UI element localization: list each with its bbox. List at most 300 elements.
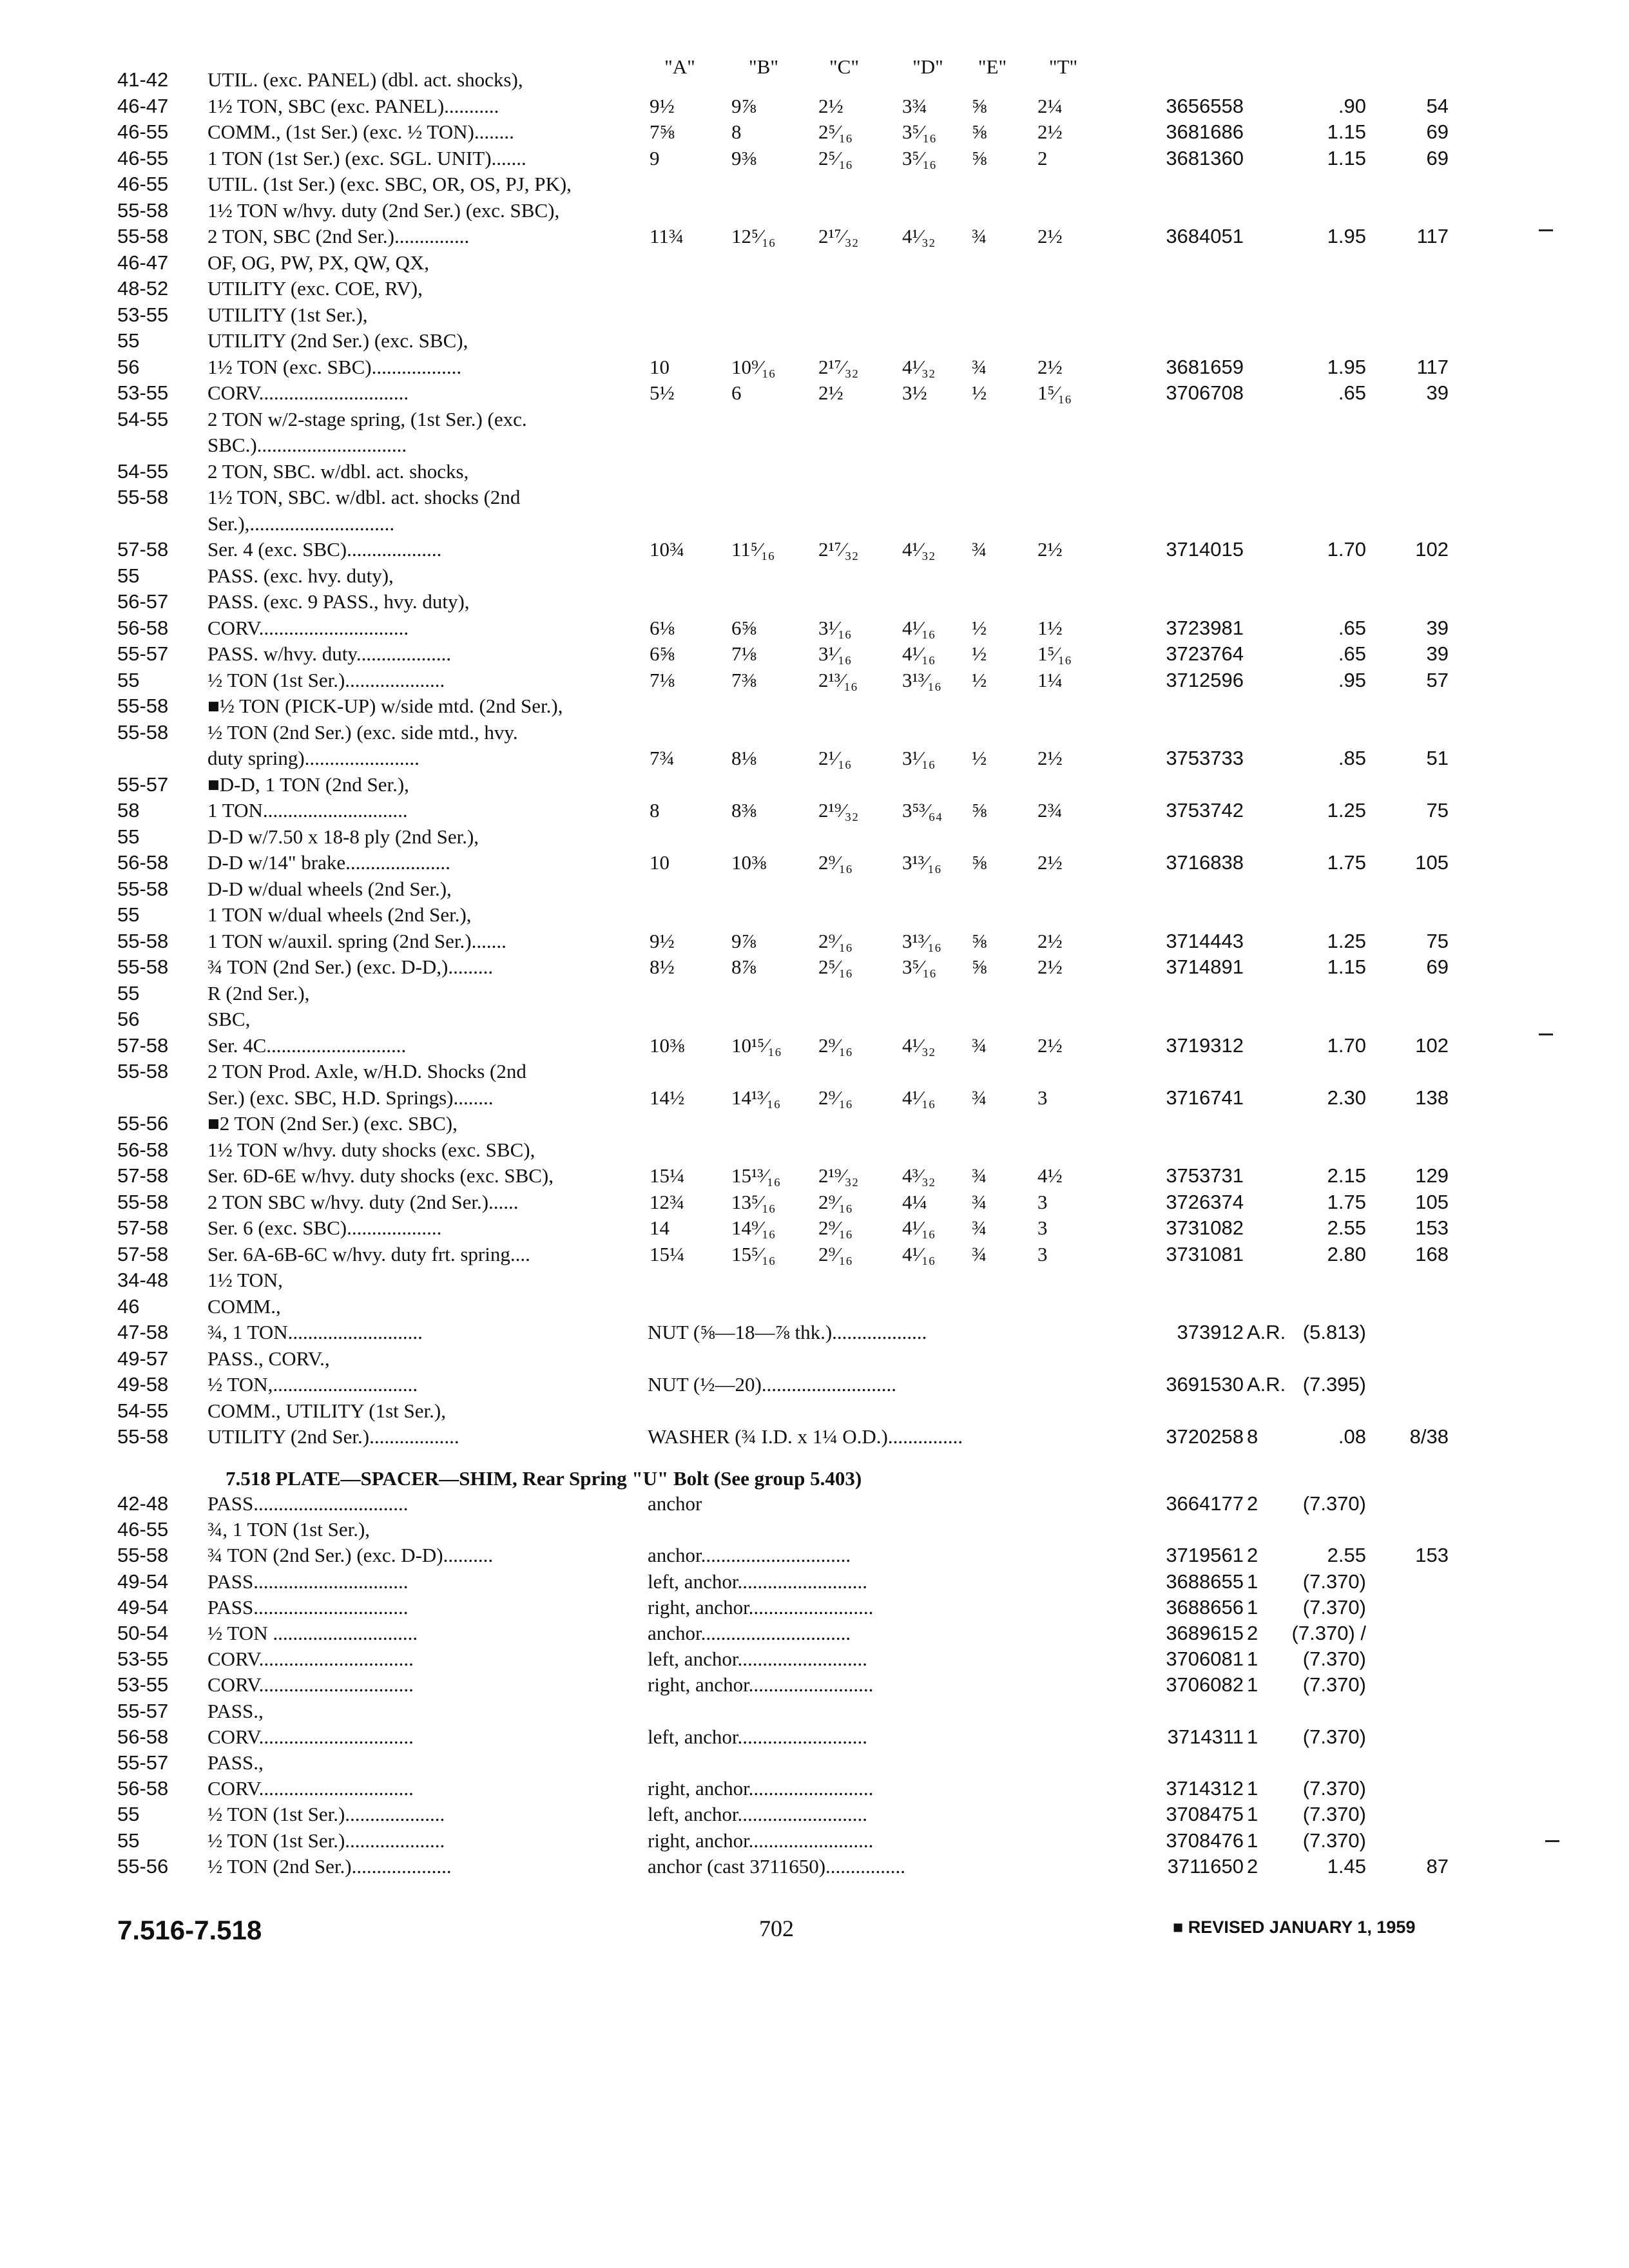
cell-yr: 48-52 (117, 277, 169, 300)
cell-lp: 75 (1426, 929, 1449, 952)
table-row (0, 564, 1629, 590)
cell-desc: left, anchor.......................... (648, 1803, 867, 1826)
cell-pr: 2.55 (1327, 1544, 1366, 1567)
cell-pr: .65 (1338, 616, 1366, 639)
cell-pn: 3688656 (1166, 1595, 1244, 1619)
cell-yr: 56-58 (117, 1725, 169, 1748)
table-row (0, 1191, 1629, 1216)
cell-pn: 3720258 (1166, 1425, 1244, 1448)
cell-c: 2¹⁷⁄₃₂ (818, 355, 859, 378)
table-row (0, 1829, 1629, 1855)
cell-pn: 3656558 (1166, 94, 1244, 117)
cell-lp: 75 (1426, 799, 1449, 822)
cell-pn: 3726374 (1166, 1190, 1244, 1213)
cell-app: PASS., CORV., (207, 1347, 330, 1370)
cell-b: 14¹³⁄₁₆ (731, 1086, 781, 1109)
cell-app: COMM., (207, 1294, 281, 1318)
cell-app: 1½ TON w/hvy. duty (2nd Ser.) (exc. SBC), (207, 198, 560, 222)
cell-c: 2⁵⁄₁₆ (818, 120, 853, 143)
cell-desc: anchor (cast 3711650)................ (648, 1854, 906, 1878)
cell-c: 2¹³⁄₁₆ (818, 668, 858, 691)
cell-pn: 3706081 (1166, 1648, 1244, 1671)
cell-t: 2½ (1037, 355, 1063, 378)
cell-t: 2½ (1037, 956, 1063, 978)
cell-yr: 42-48 (117, 1492, 169, 1515)
cell-lp: 69 (1426, 956, 1449, 978)
cell-app: D-D w/7.50 x 18-8 ply (2nd Ser.), (207, 825, 479, 848)
cell-pn: 3723764 (1166, 642, 1244, 665)
cell-pr: (7.370) (1302, 1673, 1366, 1696)
table-row (0, 878, 1629, 903)
cell-pn: 3719312 (1166, 1033, 1244, 1057)
cell-yr: 56 (117, 1008, 140, 1030)
cell-yr: 53-55 (117, 1648, 169, 1671)
cell-d: 4¹⁄₃₂ (902, 355, 936, 378)
cell-t: 3 (1037, 1190, 1048, 1213)
cell-e: ⅝ (972, 120, 987, 143)
cell-b: 9⅞ (731, 94, 757, 117)
cell-pr: 1.70 (1327, 1033, 1366, 1057)
cell-pn: 3708475 (1166, 1803, 1244, 1826)
cell-qty: 1 (1247, 1673, 1258, 1696)
table-row (0, 251, 1629, 277)
cell-lp: 102 (1415, 1033, 1449, 1057)
table-row (0, 1321, 1629, 1347)
cell-app: OF, OG, PW, PX, QW, QX, (207, 251, 430, 274)
cell-yr: 55 (117, 1803, 140, 1826)
cell-t: 2½ (1037, 225, 1063, 247)
table-row (0, 982, 1629, 1008)
cell-desc: right, anchor......................... (648, 1777, 874, 1800)
cell-yr: 55-57 (117, 1751, 169, 1774)
cell-t: 2¼ (1037, 94, 1063, 117)
table-row (0, 590, 1629, 616)
cell-pr: 2.30 (1327, 1086, 1366, 1109)
cell-e: ¾ (972, 355, 987, 378)
cell-yr: 56-57 (117, 590, 169, 613)
cell-qty: 2 (1247, 1854, 1258, 1878)
table-row (0, 1060, 1629, 1086)
cell-yr: 55-58 (117, 1425, 169, 1448)
section-title: 7.518 PLATE—SPACER—SHIM, Rear Spring "U" Bolt (See group 5.403) (226, 1467, 862, 1490)
table-row (0, 460, 1629, 486)
cell-pr: 2.15 (1327, 1164, 1366, 1187)
cell-pr: (7.395) (1302, 1373, 1366, 1396)
cell-pn: 3664177 (1166, 1492, 1244, 1515)
cell-pn: 3681659 (1166, 355, 1244, 378)
cell-lp: 39 (1426, 616, 1449, 639)
table-row (0, 721, 1629, 747)
cell-desc: NUT (⅝—18—⅞ thk.)................... (648, 1321, 927, 1343)
cell-b: 8⅛ (731, 747, 757, 769)
cell-yr: 55 (117, 564, 140, 587)
table-row (0, 68, 1629, 94)
cell-pr: (7.370) (1302, 1829, 1366, 1852)
cell-b: 8⅜ (731, 799, 757, 822)
cell-c: 2⁹⁄₁₆ (818, 929, 853, 952)
cell-yr: 56-58 (117, 851, 169, 874)
cell-yr: 55 (117, 329, 140, 352)
cell-lp: 105 (1415, 851, 1449, 874)
column-header-a: "A" (664, 55, 695, 78)
cell-b: 10⅜ (731, 851, 767, 874)
column-header-b: "B" (749, 55, 778, 78)
cell-pr: 1.95 (1327, 355, 1366, 378)
cell-pn: 3753731 (1166, 1164, 1244, 1187)
cell-app: 2 TON Prod. Axle, w/H.D. Shocks (2nd (207, 1060, 526, 1082)
table-row (0, 773, 1629, 799)
cell-c: 2½ (818, 381, 843, 404)
cell-t: 1⁵⁄₁₆ (1037, 381, 1072, 404)
table-row (0, 1425, 1629, 1451)
cell-e: ⅝ (972, 146, 987, 169)
cell-app: ½ TON (1st Ser.).................... (207, 1803, 445, 1826)
cell-yr: 57-58 (117, 1216, 169, 1239)
cell-pn: 3681360 (1166, 146, 1244, 169)
cell-t: 2½ (1037, 538, 1063, 561)
cell-app: COMM., (1st Ser.) (exc. ½ TON)........ (207, 120, 514, 143)
cell-desc: NUT (½—20)........................... (648, 1373, 897, 1396)
cell-yr: 56 (117, 355, 140, 378)
cell-app: 1½ TON, SBC (exc. PANEL)........... (207, 94, 499, 117)
cell-lp: 102 (1415, 538, 1449, 561)
cell-qty: A.R. (1247, 1321, 1286, 1343)
cell-pr: (7.370) (1302, 1595, 1366, 1619)
cell-pn: 3688655 (1166, 1570, 1244, 1593)
cell-yr: 55 (117, 981, 140, 1004)
cell-lp: 153 (1415, 1544, 1449, 1567)
cell-yr: 55-58 (117, 877, 169, 900)
table-row (0, 1855, 1629, 1881)
cell-yr: 47-58 (117, 1321, 169, 1343)
cell-a: 7⅝ (650, 120, 675, 143)
cell-b: 7⅜ (731, 668, 757, 691)
footer-page-number: 702 (759, 1916, 794, 1941)
cell-app: Ser. 4 (exc. SBC)................... (207, 538, 442, 561)
column-header-t: "T" (1048, 55, 1078, 78)
cell-pr: 1.15 (1327, 146, 1366, 169)
cell-t: 4½ (1037, 1164, 1063, 1187)
table-row (0, 1216, 1629, 1242)
cell-app: 2 TON w/2-stage spring, (1st Ser.) (exc. (207, 407, 527, 430)
cell-pr: .65 (1338, 381, 1366, 404)
cell-yr: 55-56 (117, 1854, 169, 1878)
cell-yr: 53-55 (117, 303, 169, 326)
table-row (0, 1399, 1629, 1425)
cell-d: 4¼ (902, 1190, 927, 1213)
table-row (0, 1777, 1629, 1803)
cell-qty: 1 (1247, 1829, 1258, 1852)
cell-e: ¾ (972, 538, 987, 561)
table-row (0, 1570, 1629, 1596)
cell-b: 15¹³⁄₁₆ (731, 1164, 781, 1187)
table-row (0, 1518, 1629, 1544)
cell-d: 3¹³⁄₁₆ (902, 929, 941, 952)
cell-app: 2 TON SBC w/hvy. duty (2nd Ser.)...... (207, 1190, 519, 1213)
cell-yr: 57-58 (117, 1033, 169, 1057)
cell-yr: 55 (117, 825, 140, 848)
cell-app: CORV............................... (207, 1777, 414, 1800)
cell-pr: (7.370) (1302, 1570, 1366, 1593)
cell-b: 14⁹⁄₁₆ (731, 1216, 776, 1239)
table-row (0, 120, 1629, 146)
cell-qty: 1 (1247, 1570, 1258, 1593)
cell-app: PASS............................... (207, 1492, 409, 1515)
cell-e: ½ (972, 381, 987, 404)
cell-c: 3¹⁄₁₆ (818, 642, 852, 665)
cell-b: 7⅛ (731, 642, 757, 665)
cell-b: 10⁹⁄₁₆ (731, 355, 776, 378)
cell-app: 1 TON (1st Ser.) (exc. SGL. UNIT)....... (207, 146, 526, 169)
cell-qty: 8 (1247, 1425, 1258, 1448)
cell-pr: .08 (1338, 1425, 1366, 1448)
cell-a: 15¼ (650, 1242, 685, 1265)
cell-c: 2⁵⁄₁₆ (818, 956, 853, 978)
cell-t: 2½ (1037, 851, 1063, 874)
cell-lp: 168 (1415, 1242, 1449, 1265)
cell-a: 7⅛ (650, 668, 675, 691)
table-row (0, 486, 1629, 512)
cell-lp: 87 (1426, 1854, 1449, 1878)
cell-pr: 1.70 (1327, 538, 1366, 561)
cell-app: 1½ TON w/hvy. duty shocks (exc. SBC), (207, 1138, 535, 1161)
cell-c: 2¹⁹⁄₃₂ (818, 1164, 859, 1187)
cell-lp: 39 (1426, 381, 1449, 404)
cell-e: ¾ (972, 225, 987, 247)
table-row (0, 851, 1629, 877)
cell-e: ¾ (972, 1164, 987, 1187)
cell-e: ¾ (972, 1033, 987, 1057)
cell-d: 3¾ (902, 94, 927, 117)
cell-yr: 53-55 (117, 381, 169, 404)
cell-app: ½ TON (2nd Ser.) (exc. side mtd., hvy. (207, 720, 518, 744)
cell-c: 2½ (818, 94, 843, 117)
cell-pn: 3691530 (1166, 1373, 1244, 1396)
cell-d: 3½ (902, 381, 927, 404)
cell-yr: 46-55 (117, 173, 169, 195)
cell-yr: 46-55 (117, 120, 169, 143)
cell-app: PASS............................... (207, 1570, 409, 1593)
cell-yr: 55-58 (117, 486, 169, 508)
cell-b: 9⅜ (731, 146, 757, 169)
cell-t: 2½ (1037, 1033, 1063, 1057)
cell-pr: 1.15 (1327, 120, 1366, 143)
cell-e: ½ (972, 642, 987, 665)
cell-pn: 3712596 (1166, 668, 1244, 691)
cell-c: 2⁹⁄₁₆ (818, 1033, 853, 1057)
cell-app: D-D w/14" brake..................... (207, 851, 450, 874)
cell-app: UTILITY (1st Ser.), (207, 303, 368, 326)
cell-app: ½ TON,............................. (207, 1373, 418, 1396)
cell-d: 3¹³⁄₁₆ (902, 851, 941, 874)
table-row (0, 1347, 1629, 1373)
cell-app: Ser. 6 (exc. SBC)................... (207, 1216, 442, 1239)
cell-b: 8 (731, 120, 742, 143)
cell-t: 1⁵⁄₁₆ (1037, 642, 1072, 665)
cell-pn: 3716838 (1166, 851, 1244, 874)
cell-lp: 69 (1426, 120, 1449, 143)
cell-pn: 3714311 (1167, 1725, 1244, 1748)
cell-yr: 55-57 (117, 773, 169, 796)
cell-yr: 53-55 (117, 1673, 169, 1696)
cell-a: 9 (650, 146, 660, 169)
cell-lp: 117 (1416, 225, 1449, 247)
cell-yr: 55-58 (117, 720, 169, 744)
table-row (0, 1243, 1629, 1269)
cell-a: 10 (650, 851, 670, 874)
cell-app: CORV.............................. (207, 616, 409, 639)
table-row (0, 642, 1629, 668)
cell-d: 4³⁄₃₂ (902, 1164, 936, 1187)
cell-e: ⅝ (972, 929, 987, 952)
cell-pn: 3684051 (1166, 225, 1244, 247)
cell-qty: 1 (1247, 1777, 1258, 1800)
table-row (0, 1700, 1629, 1725)
cell-d: 4¹⁄₁₆ (902, 616, 936, 639)
cell-pr: (7.370) (1302, 1492, 1366, 1515)
cell-yr: 55-58 (117, 225, 169, 247)
cell-t: 2½ (1037, 747, 1063, 769)
cell-qty: 2 (1247, 1622, 1258, 1644)
cell-app: SBC, (207, 1008, 251, 1030)
table-row (0, 1164, 1629, 1190)
cell-e: ¾ (972, 1216, 987, 1239)
cell-app: ¾, 1 TON........................... (207, 1321, 423, 1343)
cell-t: 2½ (1037, 120, 1063, 143)
cell-b: 6⅝ (731, 616, 757, 639)
cell-pn: 3753742 (1166, 799, 1244, 822)
cell-app: ½ TON (1st Ser.).................... (207, 1829, 445, 1852)
cell-t: 3 (1037, 1086, 1048, 1109)
cell-c: 3¹⁄₁₆ (818, 616, 852, 639)
table-row (0, 329, 1629, 355)
cell-lp: 51 (1426, 747, 1449, 769)
table-row (0, 95, 1629, 120)
cell-app: 1 TON............................. (207, 799, 408, 822)
cell-yr: 55-57 (117, 642, 169, 665)
cell-yr: 46-47 (117, 251, 169, 274)
cell-b: 8⅞ (731, 956, 757, 978)
cell-d: 3⁵³⁄₆₄ (902, 799, 943, 822)
margin-mark (1539, 1033, 1553, 1035)
cell-c: 2⁹⁄₁₆ (818, 1190, 853, 1213)
cell-pr: 1.25 (1327, 929, 1366, 952)
cell-yr: 46-47 (117, 94, 169, 117)
cell-b: 9⅞ (731, 929, 757, 952)
cell-yr: 58 (117, 799, 140, 822)
table-row (0, 1648, 1629, 1673)
cell-yr: 55-58 (117, 1190, 169, 1213)
cell-e: ½ (972, 747, 987, 769)
table-row (0, 434, 1629, 459)
table-row (0, 1751, 1629, 1777)
cell-qty: 1 (1247, 1803, 1258, 1826)
cell-pr: (7.370) (1302, 1777, 1366, 1800)
cell-e: ⅝ (972, 956, 987, 978)
cell-yr: 55-58 (117, 1060, 169, 1082)
cell-d: 3¹⁄₁₆ (902, 747, 936, 769)
cell-c: 2⁹⁄₁₆ (818, 1242, 853, 1265)
cell-t: 1½ (1037, 616, 1063, 639)
cell-c: 2¹⁷⁄₃₂ (818, 225, 859, 247)
cell-c: 2⁹⁄₁₆ (818, 1086, 853, 1109)
cell-app: duty spring)....................... (207, 747, 419, 769)
cell-app: 1½ TON, (207, 1269, 283, 1291)
table-row (0, 1295, 1629, 1321)
cell-pn: 3681686 (1166, 120, 1244, 143)
cell-yr: 49-58 (117, 1373, 169, 1396)
cell-c: 2¹⁷⁄₃₂ (818, 538, 859, 561)
table-row (0, 303, 1629, 329)
cell-t: 3 (1037, 1216, 1048, 1239)
table-row (0, 1086, 1629, 1112)
cell-app: SBC.).............................. (207, 434, 407, 456)
cell-d: 3⁵⁄₁₆ (902, 956, 937, 978)
cell-pr: .95 (1338, 668, 1366, 691)
cell-pr: .85 (1338, 747, 1366, 769)
cell-yr: 55-58 (117, 1544, 169, 1567)
footer-revised-note: ■ REVISED JANUARY 1, 1959 (1173, 1917, 1416, 1937)
cell-yr: 57-58 (117, 1164, 169, 1187)
table-row (0, 277, 1629, 303)
cell-lp: 69 (1426, 146, 1449, 169)
cell-qty: 1 (1247, 1648, 1258, 1671)
table-row (0, 356, 1629, 381)
cell-yr: 55-58 (117, 198, 169, 222)
cell-app: PASS., (207, 1751, 264, 1774)
table-row (0, 1803, 1629, 1829)
cell-app: CORV.............................. (207, 381, 409, 404)
cell-yr: 54-55 (117, 1399, 169, 1422)
cell-app: PASS. (exc. 9 PASS., hvy. duty), (207, 590, 470, 613)
cell-lp: 129 (1415, 1164, 1449, 1187)
cell-a: 8 (650, 799, 660, 822)
cell-lp: 153 (1415, 1216, 1449, 1239)
cell-d: 3⁵⁄₁₆ (902, 146, 937, 169)
cell-yr: 49-54 (117, 1570, 169, 1593)
table-row (0, 1725, 1629, 1751)
cell-yr: 55 (117, 903, 140, 926)
table-row (0, 1139, 1629, 1164)
cell-d: 3¹³⁄₁₆ (902, 668, 941, 691)
margin-mark (1539, 229, 1553, 231)
table-row (0, 1596, 1629, 1622)
footer-section-range: 7.516-7.518 (117, 1915, 262, 1945)
cell-pn: 3719561 (1166, 1544, 1244, 1567)
cell-a: 7¾ (650, 747, 675, 769)
column-header-d: "D" (912, 55, 943, 78)
table-row (0, 199, 1629, 225)
cell-app: CORV............................... (207, 1648, 414, 1671)
table-row (0, 956, 1629, 981)
cell-c: 2¹⁄₁₆ (818, 747, 852, 769)
table-row (0, 799, 1629, 825)
cell-pn: 3723981 (1166, 616, 1244, 639)
cell-app: CORV............................... (207, 1725, 414, 1748)
cell-pn: 3714891 (1166, 956, 1244, 978)
cell-c: 2⁹⁄₁₆ (818, 851, 853, 874)
cell-pn: 3714443 (1166, 929, 1244, 952)
cell-t: 1¼ (1037, 668, 1063, 691)
cell-a: 10⅜ (650, 1033, 685, 1057)
cell-pr: 1.75 (1327, 1190, 1366, 1213)
table-row (0, 147, 1629, 173)
cell-pr: 1.45 (1327, 1854, 1366, 1878)
table-row (0, 1673, 1629, 1699)
cell-a: 11¾ (650, 225, 684, 247)
cell-app: ¾ TON (2nd Ser.) (exc. D-D,)......... (207, 956, 494, 978)
cell-c: 2⁵⁄₁₆ (818, 146, 853, 169)
